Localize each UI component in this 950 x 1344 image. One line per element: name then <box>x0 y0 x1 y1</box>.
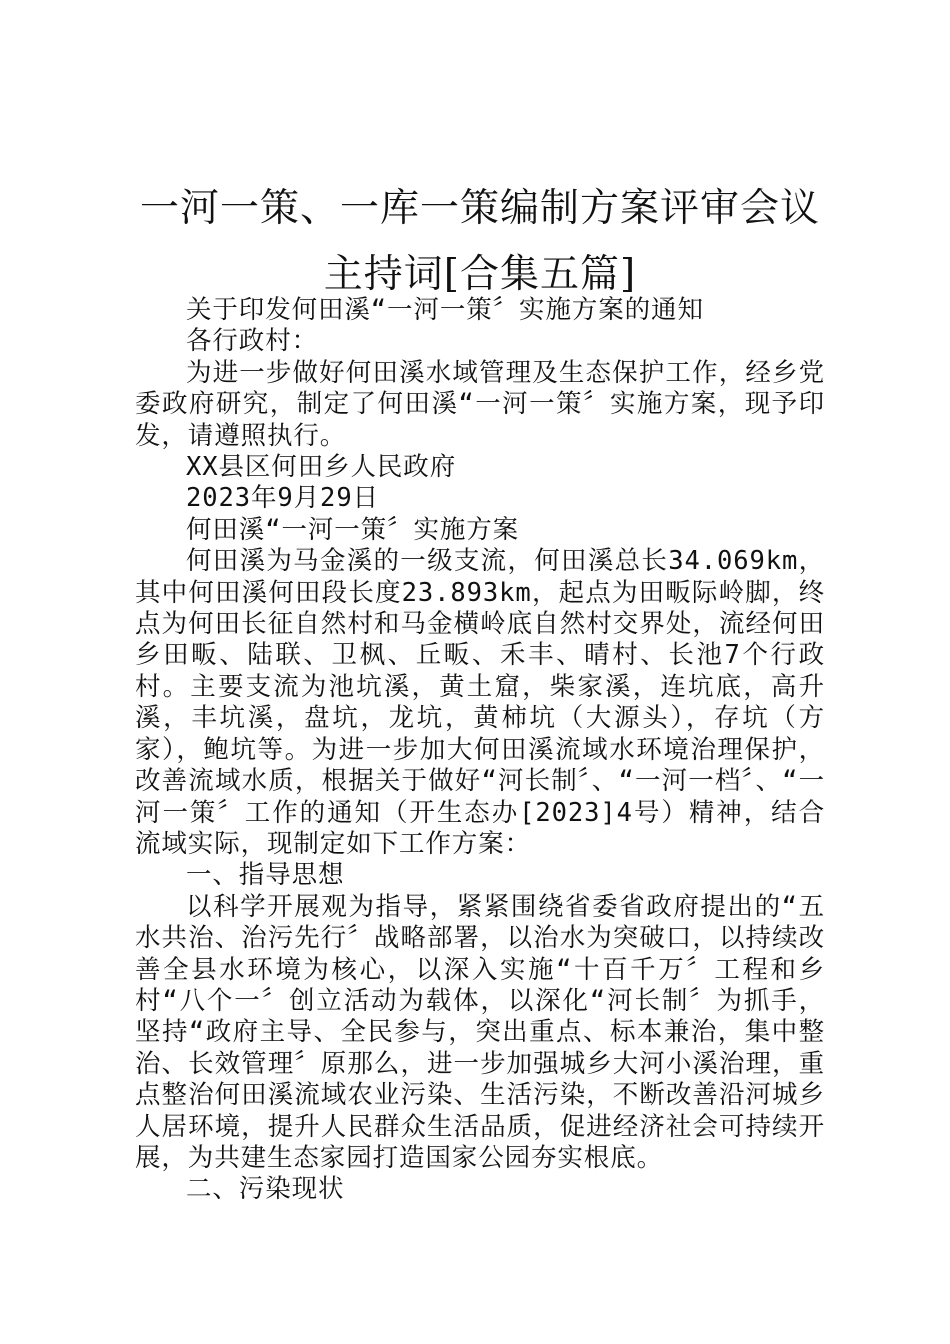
issue-date: 2023年9月29日 <box>186 483 379 514</box>
section-heading: 二、污染现状 <box>186 1174 345 1205</box>
notice-heading: 关于印发何田溪“一河一策〞实施方案的通知 <box>186 295 704 325</box>
plan-title: 何田溪“一河一策〞实施方案 <box>186 514 520 545</box>
section-heading: 一、指导思想 <box>186 860 345 891</box>
salutation: 各行政村： <box>186 326 319 357</box>
notice-paragraph: 为进一步做好何田溪水域管理及生态保护工作，经乡党委政府研究，制定了何田溪“一河一策〞实施方案，现予印发，请遵照执行。 <box>135 357 825 451</box>
body-paragraph: 何田溪为马金溪的一级支流，何田溪总长34.069km，其中何田溪何田段长度23.893km，起点为田畈际岭脚，终点为何田长征自然村和马金横岭底自然村交界处，流经何田乡田畈、陆联、卫枫、丘畈、禾丰、晴村、长池7个行政村。主要支流为池坑溪，黄土窟，柴家溪，连坑底，高升溪，丰坑溪，盘坑，龙坑，黄柿坑（大源头），存坑（方家），鲍坑等。为进一步加大何田溪流域水环境治理保护，改善流域水质，根据关于做好“河长制〞、“一河一档〞、“一河一策〞工作的通知（开生态办[2023]4号）精神，结合流域实际，现制定如下工作方案： <box>135 546 825 859</box>
issuer: XX县区何田乡人民政府 <box>186 452 457 483</box>
body-paragraph: 以科学开展观为指导，紧紧围绕省委省政府提出的“五水共治、治污先行〞战略部署，以治水为突破口，以持续改善全县水环境为核心，以深入实施“十百千万〞工程和乡村“八个一〞创立活动为载体，以深化“河长制〞为抓手，坚持“政府主导、全民参与，突出重点、标本兼治，集中整治、长效管理〞原那么，进一步加强城乡大河小溪治理，重点整治何田溪流域农业污染、生活污染，不断改善沿河城乡人居环境，提升人民群众生活品质，促进经济社会可持续开展，为共建生态家园打造国家公园夯实根底。 <box>135 891 825 1173</box>
document-title: 一河一策、一库一策编制方案评审会议主持词[合集五篇] <box>139 186 820 297</box>
document-body <box>135 295 825 1206</box>
